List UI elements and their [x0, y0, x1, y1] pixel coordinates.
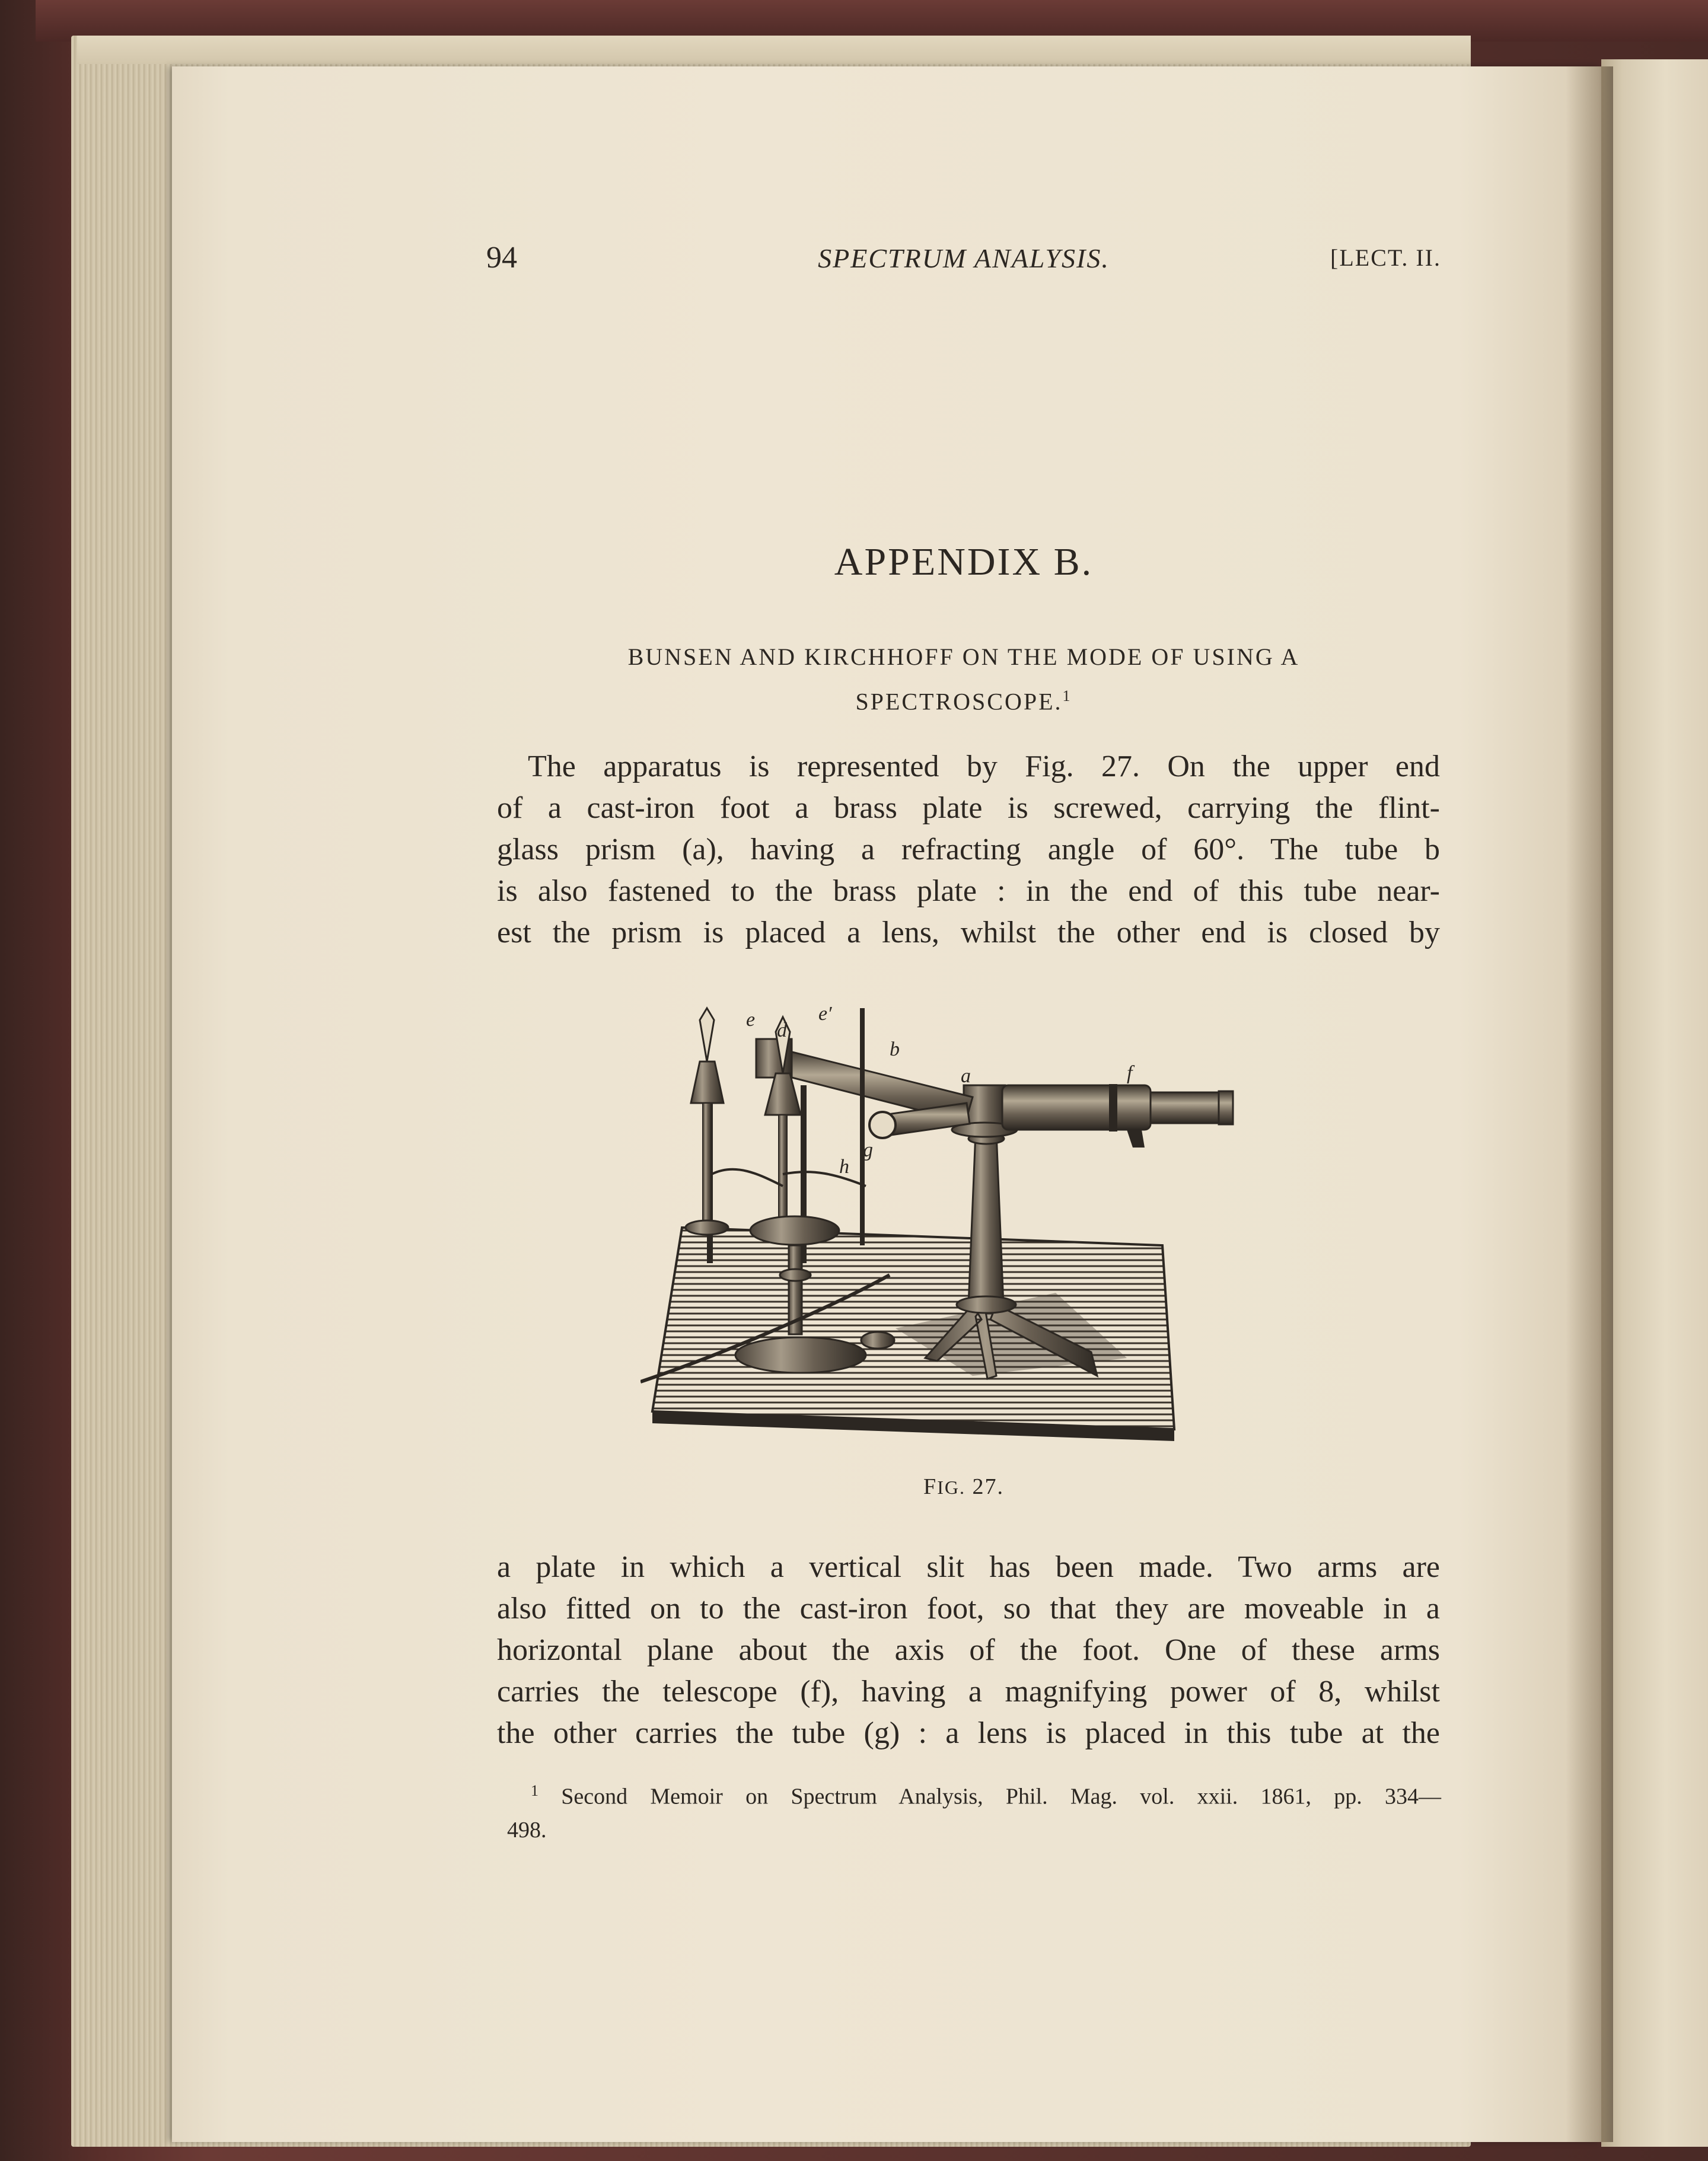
telescope-ring [1109, 1084, 1117, 1132]
burner-right-stem [779, 1115, 787, 1222]
running-section: [LECT. II. [1330, 244, 1441, 271]
spectroscope-engraving [640, 996, 1328, 1459]
figure-label-g: g [863, 1139, 873, 1161]
telescope-clamp [1127, 1130, 1145, 1148]
figure-label-e-prime: e′ [818, 1003, 832, 1025]
page-edges-top [77, 36, 1471, 64]
figure-label-e: e [746, 1009, 756, 1031]
subtitle-line-2 [486, 677, 1441, 721]
paragraph-1 [497, 746, 1440, 954]
burner-left-base [686, 1220, 728, 1235]
paragraph-2-line-4: carries the telescope (f), having a magnifying power of 8, whilst [497, 1675, 1440, 1709]
page-gutter-shadow [1566, 66, 1613, 2142]
running-title: SPECTRUM ANALYSIS. [818, 243, 1110, 273]
paragraph-2-line-5: the other carries the tube (g) : a lens is placed in this tube at the [497, 1716, 1440, 1750]
footnote-mark: 1 [531, 1782, 538, 1799]
paragraph-1-line-1: The apparatus is represented by Fig. 27. On the upper end [528, 750, 1440, 783]
round-stand [750, 1216, 839, 1245]
paragraph-1-line-3: glass prism (a), having a refracting angle of 60°. The tube b [497, 833, 1440, 866]
figure-label-f: f [1127, 1062, 1133, 1084]
lower-base [735, 1337, 866, 1373]
paragraph-2-line-2: also fitted on to the cast-iron foot, so that they are moveable in a [497, 1592, 1440, 1625]
figure-label-d: d [777, 1019, 787, 1041]
footnote-line-1-text: Second Memoir on Spectrum Analysis, Phil. Mag. vol. xxii. 1861, pp. 334— [561, 1784, 1442, 1809]
burner-left-chimney [691, 1062, 724, 1103]
figure-label-b: b [890, 1038, 900, 1060]
page-number: 94 [486, 241, 517, 275]
stand-rod-b [860, 1008, 865, 1245]
figure-27-spectroscope [640, 996, 1328, 1459]
running-head [486, 240, 1441, 282]
appendix-title: APPENDIX B. [834, 540, 1094, 584]
burner-left-stem [703, 1103, 711, 1222]
gas-tube-2 [783, 1172, 866, 1186]
telescope-eyepiece-cap [1219, 1091, 1233, 1124]
figure-caption-smallcaps: IG. [937, 1477, 965, 1498]
figure-caption [486, 1474, 1441, 1500]
base-weight [861, 1332, 894, 1349]
figure-label-h: h [839, 1156, 849, 1178]
central-column [968, 1133, 1003, 1305]
paragraph-1-line-2: of a cast-iron foot a brass plate is screwed, carrying the flint- [497, 791, 1440, 825]
appendix-subtitle [486, 638, 1441, 721]
paragraph-2-line-3: horizontal plane about the axis of the foot. One of these arms [497, 1633, 1440, 1667]
telescope-body [1002, 1085, 1151, 1130]
figure-label-a: a [961, 1065, 971, 1087]
footnote [507, 1774, 1441, 1847]
facing-page [1601, 59, 1708, 2147]
telescope-eyepiece [1151, 1092, 1222, 1123]
footnote-line-1 [507, 1774, 1441, 1813]
paragraph-2-line-1: a plate in which a vertical slit has been made. Two arms are [497, 1550, 1440, 1584]
burner-right-chimney [765, 1073, 801, 1115]
figure-caption-initial: F [923, 1474, 938, 1499]
scale-tube-g-end [869, 1112, 896, 1138]
subtitle-line-2-text: SPECTROSCOPE. [855, 688, 1063, 715]
burner-left-flame [700, 1008, 714, 1062]
footnote-line-2: 498. [507, 1817, 547, 1843]
gas-tube-1 [712, 1169, 783, 1186]
knob [780, 1269, 811, 1281]
figure-caption-number: 27. [965, 1474, 1004, 1499]
subtitle-line-1: BUNSEN AND KIRCHHOFF ON THE MODE OF USING A [627, 643, 1300, 670]
paragraph-1-line-5: est the prism is placed a lens, whilst the other end is closed by [497, 916, 1440, 949]
footnote-reference: 1 [1062, 687, 1072, 705]
paragraph-2 [497, 1547, 1440, 1754]
column-collar [957, 1296, 1016, 1313]
paragraph-1-line-4: is also fastened to the brass plate : in the end of this tube near- [497, 874, 1440, 908]
